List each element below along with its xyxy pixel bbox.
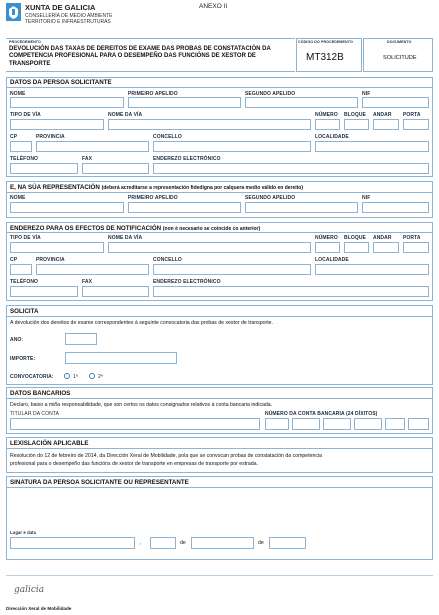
notification-council-input[interactable] — [153, 264, 311, 275]
annex-label: ANEXO II — [199, 3, 228, 10]
account-branch-input[interactable] — [323, 418, 351, 430]
applicant-door-input[interactable] — [403, 119, 429, 130]
applicant-surname2-input[interactable] — [245, 97, 358, 108]
call-option-2-label: 2ª — [98, 374, 103, 380]
notification-street-name-input[interactable] — [108, 242, 311, 253]
representative-nif-label: NIF — [362, 195, 371, 201]
doc-label: DOCUMENTO — [387, 40, 412, 44]
org-dept-line2: TERRITORIO E INFRAESTRUTURAS — [25, 19, 111, 25]
applicant-postcode-label: CP — [10, 134, 18, 140]
notification-title-text: ENDEREZO PARA OS EFECTOS DE NOTIFICACIÓN — [10, 225, 162, 232]
notification-street-type-label: TIPO DE VÍA — [10, 235, 41, 241]
account-number-part2-input[interactable] — [408, 418, 429, 430]
applicant-council-input[interactable] — [153, 141, 311, 152]
applicant-locality-label: LOCALIDADE — [315, 134, 349, 140]
notification-block-label: BLOQUE — [344, 235, 366, 241]
notification-locality-input[interactable] — [315, 264, 429, 275]
account-number-label: NÚMERO DA CONTA BANCARIA (24 DÍXITOS) — [265, 411, 378, 417]
applicant-surname1-label: PRIMEIRO APELIDO — [128, 91, 178, 97]
request-text: A devolución dos dereitos de exame correspondentes á seguinte convocatoria das probas de xestor de transporte. — [10, 320, 273, 326]
applicant-nif-label: NIF — [362, 91, 371, 97]
month-input[interactable] — [191, 537, 254, 549]
representative-surname1-input[interactable] — [128, 202, 241, 213]
notification-note: (non é necesario se coincide co anterior) — [162, 226, 261, 232]
applicant-province-input[interactable] — [36, 141, 149, 152]
notification-title — [10, 225, 260, 232]
representative-surname2-input[interactable] — [245, 202, 358, 213]
applicant-floor-input[interactable] — [373, 119, 399, 130]
representative-name-input[interactable] — [10, 202, 124, 213]
date-de-2: de — [258, 540, 264, 546]
notification-council-label: CONCELLO — [153, 257, 182, 263]
applicant-nif-input[interactable] — [362, 97, 429, 108]
applicant-block-input[interactable] — [344, 119, 369, 130]
law-title: LEXISLACIÓN APLICABLE — [10, 440, 89, 447]
applicant-province-label: PROVINCIA — [36, 134, 65, 140]
account-holder-label: TITULAR DA CONTA — [10, 411, 60, 417]
applicant-email-label: ENDEREZO ELECTRÓNICO — [153, 156, 221, 162]
notification-postcode-input[interactable] — [10, 264, 32, 275]
call-option-2-radio[interactable] — [89, 373, 95, 379]
procedure-title: DEVOLUCIÓN DAS TAXAS DE DEREITOS DE EXAME DAS PROBAS DE CONSTATACIÓN DA COMPETENCIA PROFESIONAL PARA O DESEMPEÑO DAS FUNCIÓNS DE XESTOR DE TRANSPORTE — [9, 46, 271, 67]
applicant-number-label: NÚMERO — [315, 112, 338, 118]
representative-note: (deberá acreditarse a representación fidedigna por calquera medio válido en dereito) — [101, 185, 304, 191]
amount-input[interactable] — [65, 352, 177, 364]
code-label: CÓDIGO DO PROCEDEMENTO — [298, 40, 353, 44]
applicant-floor-label: ANDAR — [373, 112, 392, 118]
amount-label: IMPORTE: — [10, 356, 36, 362]
notification-province-label: PROVINCIA — [36, 257, 65, 263]
notification-email-input[interactable] — [153, 286, 429, 297]
notification-street-name-label: NOME DA VÍA — [108, 235, 143, 241]
applicant-fax-input[interactable] — [82, 163, 149, 174]
xunta-emblem-icon — [6, 3, 21, 21]
notification-locality-label: LOCALIDADE — [315, 257, 349, 263]
applicant-street-name-label: NOME DA VÍA — [108, 112, 143, 118]
notification-postcode-label: CP — [10, 257, 18, 263]
place-date-label: Lugar e data — [10, 530, 37, 535]
notification-email-label: ENDEREZO ELECTRÓNICO — [153, 279, 221, 285]
applicant-title: DATOS DA PERSOA SOLICITANTE — [10, 79, 112, 86]
notification-fax-input[interactable] — [82, 286, 149, 297]
applicant-door-label: PORTA — [403, 112, 421, 118]
law-text-line2: profesional para o desempeño das funcións de xestor de transporte en empresas de transporte por estrada. — [10, 461, 258, 467]
directorate-name: Dirección Xeral de Mobilidade — [6, 606, 72, 611]
place-input[interactable] — [10, 537, 135, 549]
call-option-1-label: 1ª — [73, 374, 78, 380]
notification-phone-label: TELÉFONO — [10, 279, 39, 285]
applicant-number-input[interactable] — [315, 119, 340, 130]
representative-title-text: E, NA SÚA REPRESENTACIÓN — [10, 184, 100, 191]
footer-divider — [6, 575, 433, 576]
account-number-part1-input[interactable] — [385, 418, 405, 430]
call-label: CONVOCATORIA: — [10, 374, 54, 380]
notification-fax-label: FAX — [82, 279, 93, 285]
applicant-street-type-input[interactable] — [10, 119, 104, 130]
applicant-street-type-label: TIPO DE VÍA — [10, 112, 41, 118]
notification-door-input[interactable] — [403, 242, 429, 253]
applicant-council-label: CONCELLO — [153, 134, 182, 140]
call-option-1-radio[interactable] — [64, 373, 70, 379]
notification-door-label: PORTA — [403, 235, 421, 241]
notification-block-input[interactable] — [344, 242, 369, 253]
galicia-logo: galicia — [14, 585, 45, 595]
notification-province-input[interactable] — [36, 264, 149, 275]
account-holder-input[interactable] — [10, 418, 260, 430]
applicant-phone-input[interactable] — [10, 163, 78, 174]
bank-title: DATOS BANCARIOS — [10, 390, 71, 397]
org-dept-line1: CONSELLERÍA DE MEDIO AMBIENTE — [25, 13, 113, 19]
day-input[interactable] — [150, 537, 176, 549]
request-section — [6, 305, 433, 385]
applicant-street-name-input[interactable] — [108, 119, 311, 130]
notification-floor-input[interactable] — [373, 242, 399, 253]
year-input[interactable] — [65, 333, 97, 345]
applicant-phone-label: TELÉFONO — [10, 156, 39, 162]
code-value: MT312B — [306, 52, 344, 63]
representative-title — [10, 184, 303, 191]
applicant-name-input[interactable] — [10, 97, 124, 108]
account-control-input[interactable] — [354, 418, 382, 430]
account-iban-input[interactable] — [265, 418, 289, 430]
year-label: ANO: — [10, 337, 24, 343]
place-comma: , — [140, 540, 142, 546]
notification-number-label: NÚMERO — [315, 235, 338, 241]
applicant-surname1-input[interactable] — [128, 97, 241, 108]
org-name: XUNTA DE GALICIA — [25, 3, 96, 12]
signature-title: SINATURA DA PERSOA SOLICITANTE OU REPRESENTANTE — [10, 479, 189, 486]
applicant-postcode-input[interactable] — [10, 141, 32, 152]
notification-number-input[interactable] — [315, 242, 340, 253]
applicant-locality-input[interactable] — [315, 141, 429, 152]
notification-phone-input[interactable] — [10, 286, 78, 297]
applicant-block-label: BLOQUE — [344, 112, 366, 118]
procedure-label: PROCEDEMENTO — [9, 40, 41, 44]
representative-surname2-label: SEGUNDO APELIDO — [245, 195, 296, 201]
notification-street-type-input[interactable] — [10, 242, 104, 253]
applicant-surname2-label: SEGUNDO APELIDO — [245, 91, 296, 97]
applicant-fax-label: FAX — [82, 156, 93, 162]
doc-value: SOLICITUDE — [383, 55, 417, 61]
account-entity-input[interactable] — [292, 418, 320, 430]
applicant-email-input[interactable] — [153, 163, 429, 174]
representative-surname1-label: PRIMEIRO APELIDO — [128, 195, 178, 201]
request-title: SOLICITA — [10, 308, 39, 315]
notification-floor-label: ANDAR — [373, 235, 392, 241]
law-text-line1: Resolución do 12 de febreiro de 2014, da Dirección Xeral de Mobilidade, pola que se convocan probas de constatación da competencia — [10, 453, 323, 459]
xunta-logo — [6, 3, 21, 21]
year-signature-input[interactable] — [269, 537, 306, 549]
representative-name-label: NOME — [10, 195, 26, 201]
representative-nif-input[interactable] — [362, 202, 429, 213]
bank-text: Declaro, baixo a miña responsabilidade, que son certos os datos consignados relativos á conta bancaria indicada. — [10, 402, 273, 408]
applicant-name-label: NOME — [10, 91, 26, 97]
date-de-1: de — [180, 540, 186, 546]
